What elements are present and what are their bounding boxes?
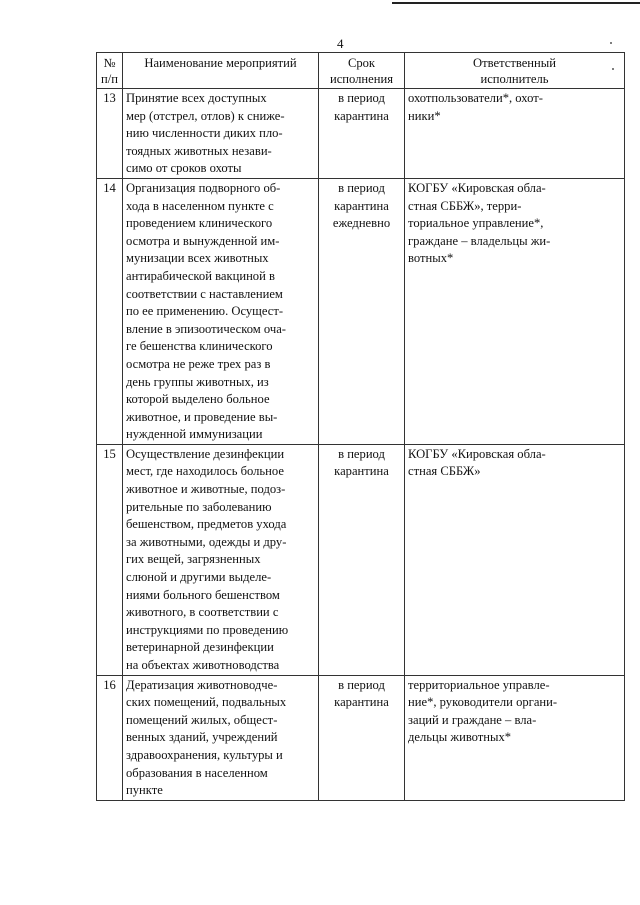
measure-name-line: Дератизация животноводче- [126,677,278,692]
measure-name-line: рительные по заболеванию [126,499,272,514]
measure-name-line: пункте [126,783,163,798]
execution-term-line: карантина [334,108,389,123]
measure-name-line: соответствии с наставлением [126,286,283,301]
execution-term [319,444,405,675]
execution-term [319,675,405,800]
measure-name-line: тоядных животных незави- [126,143,272,158]
table-row [97,89,625,179]
header-resp-line: Ответственный [473,56,556,70]
measure-name [123,675,319,800]
measure-name-line: гих вещей, загрязненных [126,552,261,567]
header-term-line: исполнения [329,72,394,86]
execution-term-line: в период [338,91,385,105]
measure-name-line: осмотра не реже трех раз в [126,356,271,371]
measure-name-line: проведением клинического [126,216,273,231]
responsible-executor [405,178,625,444]
measure-name-line: симо от сроков охоты [126,161,242,176]
measures-table [96,52,625,801]
measure-name-line: мест, где находилось больное [126,464,284,479]
responsible-executor-line: стная СББЖ», терри- [408,198,522,213]
header-responsible [405,53,625,89]
measure-name-line: на объектах животноводства [126,658,280,672]
measure-name-line: ских помещений, подвальных [126,695,287,710]
responsible-executor-line: территориальное управле- [408,677,550,692]
responsible-executor-line: заций и граждане – вла- [408,712,537,727]
measure-name-line: животное, и проведение вы- [126,409,278,424]
measure-name [123,178,319,444]
responsible-executor-line: КОГБУ «Кировская обла- [408,446,546,461]
row-number: 14 [97,178,123,444]
header-term-line: Срок [347,56,376,70]
measure-name-line: мер (отстрел, отлов) к сниже- [126,108,285,123]
measure-name-line: животного, в соответствии с [126,605,279,620]
header-resp-line: исполнитель [480,72,549,86]
responsible-executor-line: ториальное управление*, [408,216,544,231]
measure-name-line: Организация подворного об- [126,180,281,195]
execution-term [319,178,405,444]
measure-name [123,89,319,179]
measure-name-line: слюной и другими выделе- [126,570,272,585]
row-number: 16 [97,675,123,800]
table-header-row [97,53,625,89]
execution-term-line: в период [338,677,385,692]
responsible-executor-line: вотных* [408,251,454,266]
measure-name-line: Осуществление дезинфекции [126,446,285,461]
top-border-line [392,2,640,4]
responsible-executor [405,89,625,179]
measure-name-line: ге бешенства клинического [126,339,273,354]
execution-term-line: в период [338,180,385,195]
responsible-executor-line: ние*, руководители органи- [408,695,558,710]
measure-name-line: за животными, одежды и дру- [126,534,287,549]
responsible-executor-line: охотпользователи*, охот- [408,91,543,105]
measure-name-line: бешенством, предметов ухода [126,517,287,532]
measure-name-line: мунизации всех животных [126,251,269,266]
row-number: 15 [97,444,123,675]
measure-name-line: хода в населенном пункте с [126,198,274,213]
header-num [97,53,123,89]
header-num-line: № [103,56,116,70]
execution-term-line: карантина [334,464,389,479]
measure-name-line: осмотра и вынужденной им- [126,233,280,248]
measure-name-line: инструкциями по проведению [126,622,289,637]
measure-name-line: нужденной иммунизации [126,427,263,442]
table-row [97,178,625,444]
measure-name-line: животное и животные, подоз- [126,482,286,497]
responsible-executor-line: ники* [408,108,441,123]
responsible-executor-line: КОГБУ «Кировская обла- [408,180,546,195]
measure-name-line: ветеринарной дезинфекции [126,640,274,655]
execution-term-line: карантина [334,198,389,213]
responsible-executor-line: дельцы животных* [408,730,512,745]
measure-name-line: которой выделено больное [126,392,270,407]
row-number: 13 [97,89,123,179]
responsible-executor [405,675,625,800]
measure-name-line: нию численности диких пло- [126,126,283,141]
measure-name [123,444,319,675]
header-name: Наименование мероприятий [123,53,319,89]
measure-name-line: образования в населенном [126,765,268,780]
execution-term-line: карантина [334,695,389,710]
scan-speck [610,42,612,44]
measure-name-line: день группы животных, из [126,374,269,389]
responsible-executor [405,444,625,675]
execution-term [319,89,405,179]
measure-name-line: по ее применению. Осущест- [126,304,284,319]
measure-name-line: венных зданий, учреждений [126,730,278,745]
responsible-executor-line: стная СББЖ» [408,464,481,479]
responsible-executor-line: граждане – владельцы жи- [408,233,551,248]
measure-name-line: ниями больного бешенством [126,587,280,602]
measure-name-line: антирабической вакциной в [126,268,275,283]
table-row [97,444,625,675]
header-term [319,53,405,89]
execution-term-line: в период [338,446,385,461]
measure-name-line: Принятие всех доступных [126,91,267,105]
table-row [97,675,625,800]
header-num-line: п/п [101,72,118,86]
measure-name-line: помещений жилых, общест- [126,712,278,727]
measure-name-line: здравоохранения, культуры и [126,747,283,762]
measure-name-line: вление в эпизоотическом оча- [126,321,286,336]
execution-term-line: ежедневно [332,216,391,231]
page-number: 4 [337,36,344,51]
